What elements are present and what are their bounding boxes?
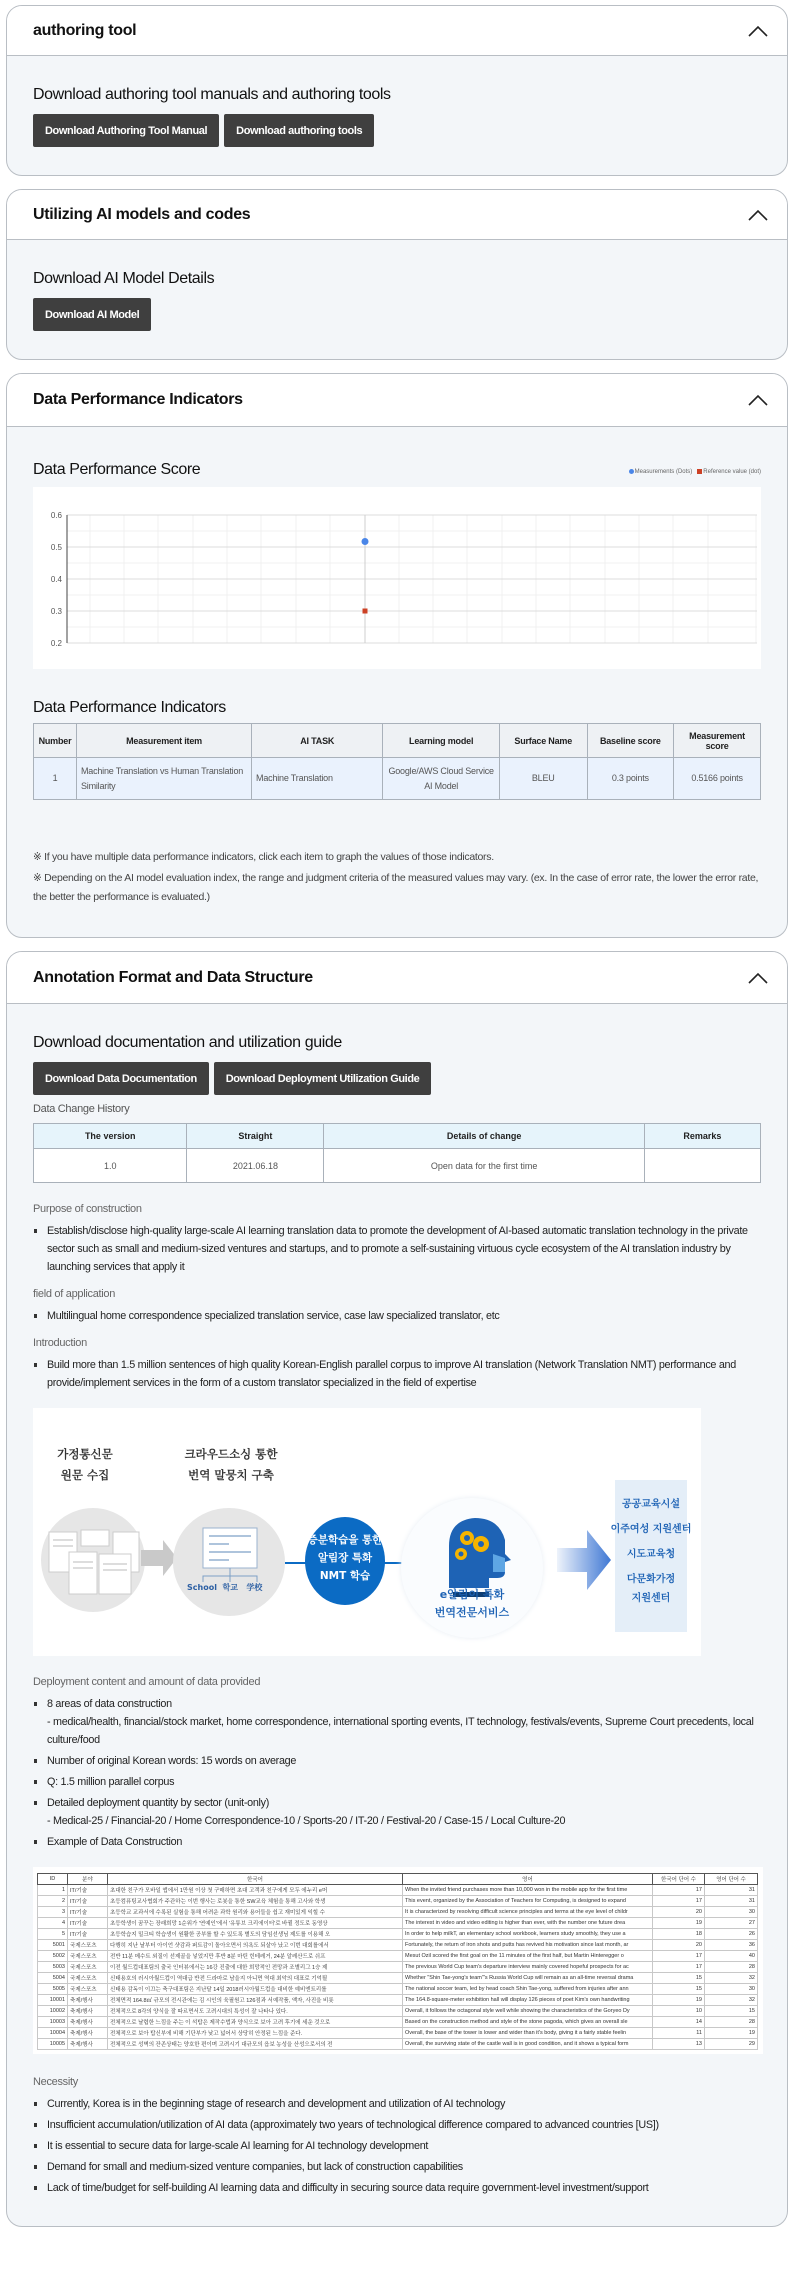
list-item: 8 areas of data construction - medical/health, financial/stock market, home correspondence, international sporting events, IT technology, festivals/events, Supreme Court precedents, local culture/food xyxy=(33,1695,761,1749)
annotation-header[interactable] xyxy=(7,952,787,1004)
table-row: 10005 축제/행사 전체적으로 성벽의 잔존상태는 양호한 편이며 고려시기 대규모의 읍보 농성을 산성으로서의 전 Overall, the surviving state of the castle wall is in good condition, and it shows a typical form 13 29 xyxy=(38,2039,758,2050)
svg-text:0.3: 0.3 xyxy=(50,607,62,616)
table-row[interactable]: 1 Machine Translation vs Human Translation Similarity Machine Translation Google/AWS Cloud Service AI Model BLEU 0.3 points 0.5166 points xyxy=(34,758,761,800)
intro-label: Introduction xyxy=(33,1337,87,1349)
table-row: 2 IT/기술 초등컴퓨팅교사협회가 주관하는 이번 행사는 로봇을 통한 SW교육 체험을 통해 고사와 학생 This event, organized by the Association of Teachers for Computing, is designed to expand 17 31 xyxy=(38,1896,758,1907)
legend-measurement[interactable]: Measurements (Dots) xyxy=(629,469,693,475)
ai-models-panel xyxy=(6,189,788,360)
list-item: Example of Data Construction xyxy=(33,1833,761,1851)
list-item: Detailed deployment quantity by sector (unit-only) - Medical-25 / Financial-20 / Home Correspondence-10 / Sports-20 / IT-20 / Festival-20 / Case-15 / Local Culture-20 xyxy=(33,1794,761,1830)
svg-text:0.6: 0.6 xyxy=(50,511,62,520)
panel-title: authoring tool xyxy=(33,21,137,39)
panel-title: Utilizing AI models and codes xyxy=(33,205,251,223)
svg-text:0.4: 0.4 xyxy=(50,575,62,584)
change-history-table: The version Straight Details of change Remarks 1.0 2021.06.18 Open data for the first time xyxy=(33,1123,761,1183)
scatter-plot xyxy=(33,487,762,669)
col-baseline-score: Baseline score xyxy=(587,724,674,758)
square-marker-icon xyxy=(697,469,702,474)
list-item: Demand for small and medium-sized venture companies, but lack of construction capabilities xyxy=(33,2158,761,2176)
list-item: Currently, Korea is in the beginning stage of research and development and utilization of AI technology xyxy=(33,2095,761,2113)
example-data-table: ID 분야 한국어 영어 한국어 단어 수 영어 단어 수 1 IT/기술 초대한 친구가 모바일 앱에서 1만원 이상 첫 구매하면 초대 고객과 친구에게 모두 에누리 e머 When the invited friend purchases more than 10,000 won in the mobile app for the first time 17 31 2 IT/기술 초등컴퓨팅교사협회가 주관하는 이번 행사는 로봇을 통한 SW교육 체험을 통해 고사와 학생 This event, organized by the Association of Teachers for Computing, is designed to expand 17 31 3 IT/기술 초등학교 교과서에 수록된 실험을 통해 어려운 과학 원리와 용어들을 쉽고 재미있게 익힐 수 It is characterized by resolving difficult science principles and terms at the eye level of childr 20 30 4 IT/기술 초등학생이 꿈꾸는 장래희망 1순위가 '연예인'에서 '유튜브 크리에이터'로 바뀔 정도로 동영상 The interest in video and video editing is higher than ever, with the number one future drea 19 27 5 IT/기술 초등학습지 밀크티 학습생이 원활한 공부를 할 수 있도록 별도의 담임선생님 제도를 이용해 오 In order to help milkT, an elementary school workbook, learners study smoothly, they use a 18 26 5001 국제스포츠 다행히 지난 날부터 아이언 샷감과 퍼트감이 돌아오면서 의욕도 되살아 났고 이번 대회를에서 Fortunately, the return of iron shots and putts has revived his motivation since last month, ar 20 36 5002 국제스포츠 전반 11분 메수트 외질이 선제골을 넣었지만 후반 8분 마틴 힌테레거, 24분 알레산드로 쉬프 Mesut Ozil scored the first goal on the 11 minutes of the first half, but Martin Hinteregger o 17 40 5003 국제스포츠 이전 월드컵대표팀의 출국 인터뷰에서는 16강 진출에 대한 희망적인 전망과 조별리그 1승 제 The previous World Cup team's departure interview mainly covered hopeful prospects for ac 17 28 5004 국제스포츠 신태용호의 러시아월드컵이 역대급 반전 드라마로 남을지 아니면 역대 최악의 대표로 기억될 Whether "Shin Tae-yong's team"'s Russia World Cup will remain as an all-time reversal drama 15 32 5005 국제스포츠 신태용 감독이 이끄는 축구대표팀은 지난달 14일 2018러시아월드컵을 대비한 예비엔트리를 The national soccer team, led by head coach Shin Tae-yong, suffered from injuries after ann 15 30 10001 축제/행사 전체면적 164.8㎡ 규모의 전시관에는 김 시인의 육필원고 126점과 서예작품, 액자, 사진을 비롯 The 164.8-square-meter exhibition hall will display 126 pieces of poet Kim's own handwriting 19 32 10002 축제/행사 전체적으로 8각의 양식을 잘 따르면서도 고려시대의 특성이 잘 나타나 있다. Overall, it follows the octagonal style well while showing the characteristics of the Goryeo Dy 10 15 10003 축제/행사 전체적으로 날렵한 느낌을 주는 이 석탑은 제작수법과 양식으로 보아 고려 후기에 세운 것으로 Based on the construction method and style of the stone pagoda, which gives an overall sle 14 28 10004 축제/행사 전체적으로 보아 탑신부에 비해 기단부가 낮고 넓어서 상당히 안정된 느낌을 준다. Overall, the base of the tower is lower and wider than it's body, giving it a fairly stable feelin 11 19 10005 축제/행사 전체적으로 성벽의 잔존상태는 양호한 편이며 고려시기 대규모의 읍보 농성을 산성으로서의 전 Overall, the surviving state of the castle wall is in good condition, and it shows a typical form 13 29 xyxy=(37,1873,758,2050)
service-flow-diagram xyxy=(33,1408,701,1656)
chevron-up-icon[interactable] xyxy=(747,971,769,985)
table-row: 5005 국제스포츠 신태용 감독이 이끄는 축구대표팀은 지난달 14일 2018러시아월드컵을 대비한 예비엔트리를 The national soccer team, led by head coach Shin Tae-yong, suffered from injuries after ann 15 30 xyxy=(38,1984,758,1995)
svg-text:0.2: 0.2 xyxy=(50,639,62,648)
table-row: 5004 국제스포츠 신태용호의 러시아월드컵이 역대급 반전 드라마로 남을지 아니면 역대 최악의 대표로 기억될 Whether "Shin Tae-yong's team"'s Russia World Cup will remain as an all-time reversal drama 15 32 xyxy=(38,1973,758,1984)
col-measurement-item: Measurement item xyxy=(76,724,251,758)
download-authoring-manual-button[interactable]: Download Authoring Tool Manual xyxy=(33,114,219,147)
list-item: Number of original Korean words: 15 words on average xyxy=(33,1752,761,1770)
download-authoring-tools-button[interactable]: Download authoring tools xyxy=(224,114,374,147)
annotation-panel xyxy=(6,951,788,2227)
download-utilization-guide-button[interactable]: Download Deployment Utilization Guide xyxy=(214,1062,432,1095)
corpus-circle xyxy=(173,1508,285,1616)
step2-words: School 학교 学校 xyxy=(187,1583,263,1592)
table-row: 10001 축제/행사 전체면적 164.8㎡ 규모의 전시관에는 김 시인의 육필원고 126점과 서예작품, 액자, 사진을 비롯 The 164.8-square-meter exhibition hall will display 126 pieces of poet Kim's own handwriting 19 32 xyxy=(38,1995,758,2006)
necessity-label: Necessity xyxy=(33,2076,78,2088)
authoring-tool-header[interactable] xyxy=(7,6,787,56)
list-item: Lack of time/budget for self-building AI learning data and difficulty in securing source data require government-level investment/support xyxy=(33,2179,761,2197)
step4-label: e알림이 특화 번역전문서비스 xyxy=(434,1588,510,1619)
table-row: 5 IT/기술 초등학습지 밀크티 학습생이 원활한 공부를 할 수 있도록 별도의 담임선생님 제도를 이용해 오 In order to help milkT, an elementary school workbook, learners study smoothly, they use a 18 26 xyxy=(38,1929,758,1940)
list-item: Establish/disclose high-quality large-scale AI learning translation data to promote the development of AI-based automatic translation technology in the private sector such as small and medium-sized ventures and startups, and to promote a self-sustaining virtuous cycle ecosystem of the AI translation industry by launching services that apply it xyxy=(33,1222,761,1276)
col-surface-name: Surface Name xyxy=(499,724,587,758)
circle-marker-icon xyxy=(629,469,634,474)
col-number: Number xyxy=(34,724,77,758)
chevron-up-icon[interactable] xyxy=(747,208,769,222)
application-list xyxy=(33,1307,761,1325)
purpose-label: Purpose of construction xyxy=(33,1203,142,1215)
table-row: 10002 축제/행사 전체적으로 8각의 양식을 잘 따르면서도 고려시대의 특성이 잘 나타나 있다. Overall, it follows the octagonal style well while showing the characteristics of the Goryeo Dy 10 15 xyxy=(38,2006,758,2017)
step2-label: 크라우드소싱 통한 번역 말뭉치 구축 xyxy=(184,1447,278,1482)
note: ※ If you have multiple data performance indicators, click each item to graph the values of those indicators. xyxy=(33,851,494,863)
step1-label: 가정통신문 원문 수집 xyxy=(57,1447,113,1482)
deploy-list xyxy=(33,1695,761,1851)
list-item: Build more than 1.5 million sentences of high quality Korean-English parallel corpus to improve AI translation (Network Translation NMT) performance and provide/implement services in the form of a custom translator specialized in the field of expertise xyxy=(33,1356,761,1392)
table-row: 10003 축제/행사 전체적으로 날렵한 느낌을 주는 이 석탑은 제작수법과 양식으로 보아 고려 후기에 세운 것으로 Based on the construction method and style of the stone pagoda, which gives an overall sle 14 28 xyxy=(38,2017,758,2028)
deploy-label: Deployment content and amount of data provided xyxy=(33,1676,261,1688)
targets-list: 공공교육시설 이주여성 지원센터 시도교육청 다문화가정 지원센터 xyxy=(610,1499,692,1604)
table-title: Data Performance Indicators xyxy=(33,699,226,716)
reference-point[interactable] xyxy=(363,609,368,614)
section-title: Download AI Model Details xyxy=(33,270,215,287)
measurement-point[interactable] xyxy=(362,538,369,545)
table-row: 5003 국제스포츠 이전 월드컵대표팀의 출국 인터뷰에서는 16강 진출에 대한 희망적인 전망과 조별리그 1승 제 The previous World Cup team's departure interview mainly covered hopeful prospects for ac 17 28 xyxy=(38,1962,758,1973)
documents-icon xyxy=(41,1508,145,1612)
table-row: 10004 축제/행사 전체적으로 보아 탑신부에 비해 기단부가 낮고 넓어서 상당히 안정된 느낌을 준다. Overall, the base of the tower is lower and wider than it's body, giving it a fairly stable feelin 11 19 xyxy=(38,2028,758,2039)
list-item: Insufficient accumulation/utilization of AI data (approximately two years of technological difference compared to advanced countries [US]) xyxy=(33,2116,761,2134)
ai-models-header[interactable] xyxy=(7,190,787,240)
list-item: Multilingual home correspondence specialized translation service, case law specialized translator, etc xyxy=(33,1307,761,1325)
performance-panel xyxy=(6,373,788,938)
documents-circle xyxy=(41,1508,145,1612)
table-row: 5001 국제스포츠 다행히 지난 날부터 아이언 샷감과 퍼트감이 돌아오면서 의욕도 되살아 났고 이번 대회를에서 Fortunately, the return of iron shots and putts has revived his motivation since last month, ar 20 36 xyxy=(38,1940,758,1951)
history-label: Data Change History xyxy=(33,1103,130,1115)
purpose-list xyxy=(33,1222,761,1276)
table-row: 4 IT/기술 초등학생이 꿈꾸는 장래희망 1순위가 '연예인'에서 '유튜브 크리에이터'로 바뀔 정도로 동영상 The interest in video and video editing is higher than ever, with the number one future drea 19 27 xyxy=(38,1918,758,1929)
col-ai-task: AI TASK xyxy=(252,724,383,758)
list-item: Q: 1.5 million parallel corpus xyxy=(33,1773,761,1791)
performance-header[interactable] xyxy=(7,374,787,427)
authoring-tool-panel xyxy=(6,5,788,176)
chart-title: Data Performance Score xyxy=(33,461,201,478)
necessity-list xyxy=(33,2095,761,2197)
section-title: Download authoring tool manuals and authoring tools xyxy=(33,86,391,103)
chart-legend xyxy=(629,469,761,475)
performance-table xyxy=(33,723,761,800)
application-label: field of application xyxy=(33,1288,116,1300)
col-learning-model: Learning model xyxy=(383,724,500,758)
table-row: 1 IT/기술 초대한 친구가 모바일 앱에서 1만원 이상 첫 구매하면 초대 고객과 친구에게 모두 에누리 e머 When the invited friend purchases more than 10,000 won in the mobile app for the first time 17 31 xyxy=(38,1885,758,1896)
chevron-up-icon[interactable] xyxy=(747,24,769,38)
step3-label: 증분학습을 통한 알림장 특화 NMT 학습 xyxy=(307,1534,383,1582)
section-title: Download documentation and utilization guide xyxy=(33,1034,342,1051)
panel-title: Annotation Format and Data Structure xyxy=(33,968,313,986)
document-tree-icon xyxy=(173,1508,285,1616)
table-row: 1.0 2021.06.18 Open data for the first time xyxy=(34,1149,761,1183)
panel-title: Data Performance Indicators xyxy=(33,391,243,408)
legend-reference[interactable]: Reference value (dot) xyxy=(697,469,761,475)
col-measurement-score: Measurement score xyxy=(674,724,761,758)
example-data-image xyxy=(33,1867,763,2054)
table-row: 5002 국제스포츠 전반 11분 메수트 외질이 선제골을 넣었지만 후반 8분 마틴 힌테레거, 24분 알레산드로 쉬프 Mesut Ozil scored the first goal on the 11 minutes of the first half, but Martin Hinteregger o 17 40 xyxy=(38,1951,758,1962)
note: ※ Depending on the AI model evaluation index, the range and judgment criteria of the measured values may vary. (ex. In the case of error rate, the lower the error rate, the better the performance is evaluated.) xyxy=(33,872,759,903)
list-item: It is essential to secure data for large-scale AI learning for AI technology development xyxy=(33,2137,761,2155)
arrow-right-icon xyxy=(557,1528,613,1592)
svg-text:0.5: 0.5 xyxy=(50,543,62,552)
download-ai-model-button[interactable]: Download AI Model xyxy=(33,298,151,331)
chevron-up-icon[interactable] xyxy=(747,393,769,407)
performance-chart xyxy=(33,487,761,669)
table-row: 3 IT/기술 초등학교 교과서에 수록된 실험을 통해 어려운 과학 원리와 용어들을 쉽고 재미있게 익힐 수 It is characterized by resolving difficult science principles and terms at the eye level of childr 20 30 xyxy=(38,1907,758,1918)
performance-notes xyxy=(33,848,761,907)
intro-list xyxy=(33,1356,761,1392)
download-data-documentation-button[interactable]: Download Data Documentation xyxy=(33,1062,209,1095)
